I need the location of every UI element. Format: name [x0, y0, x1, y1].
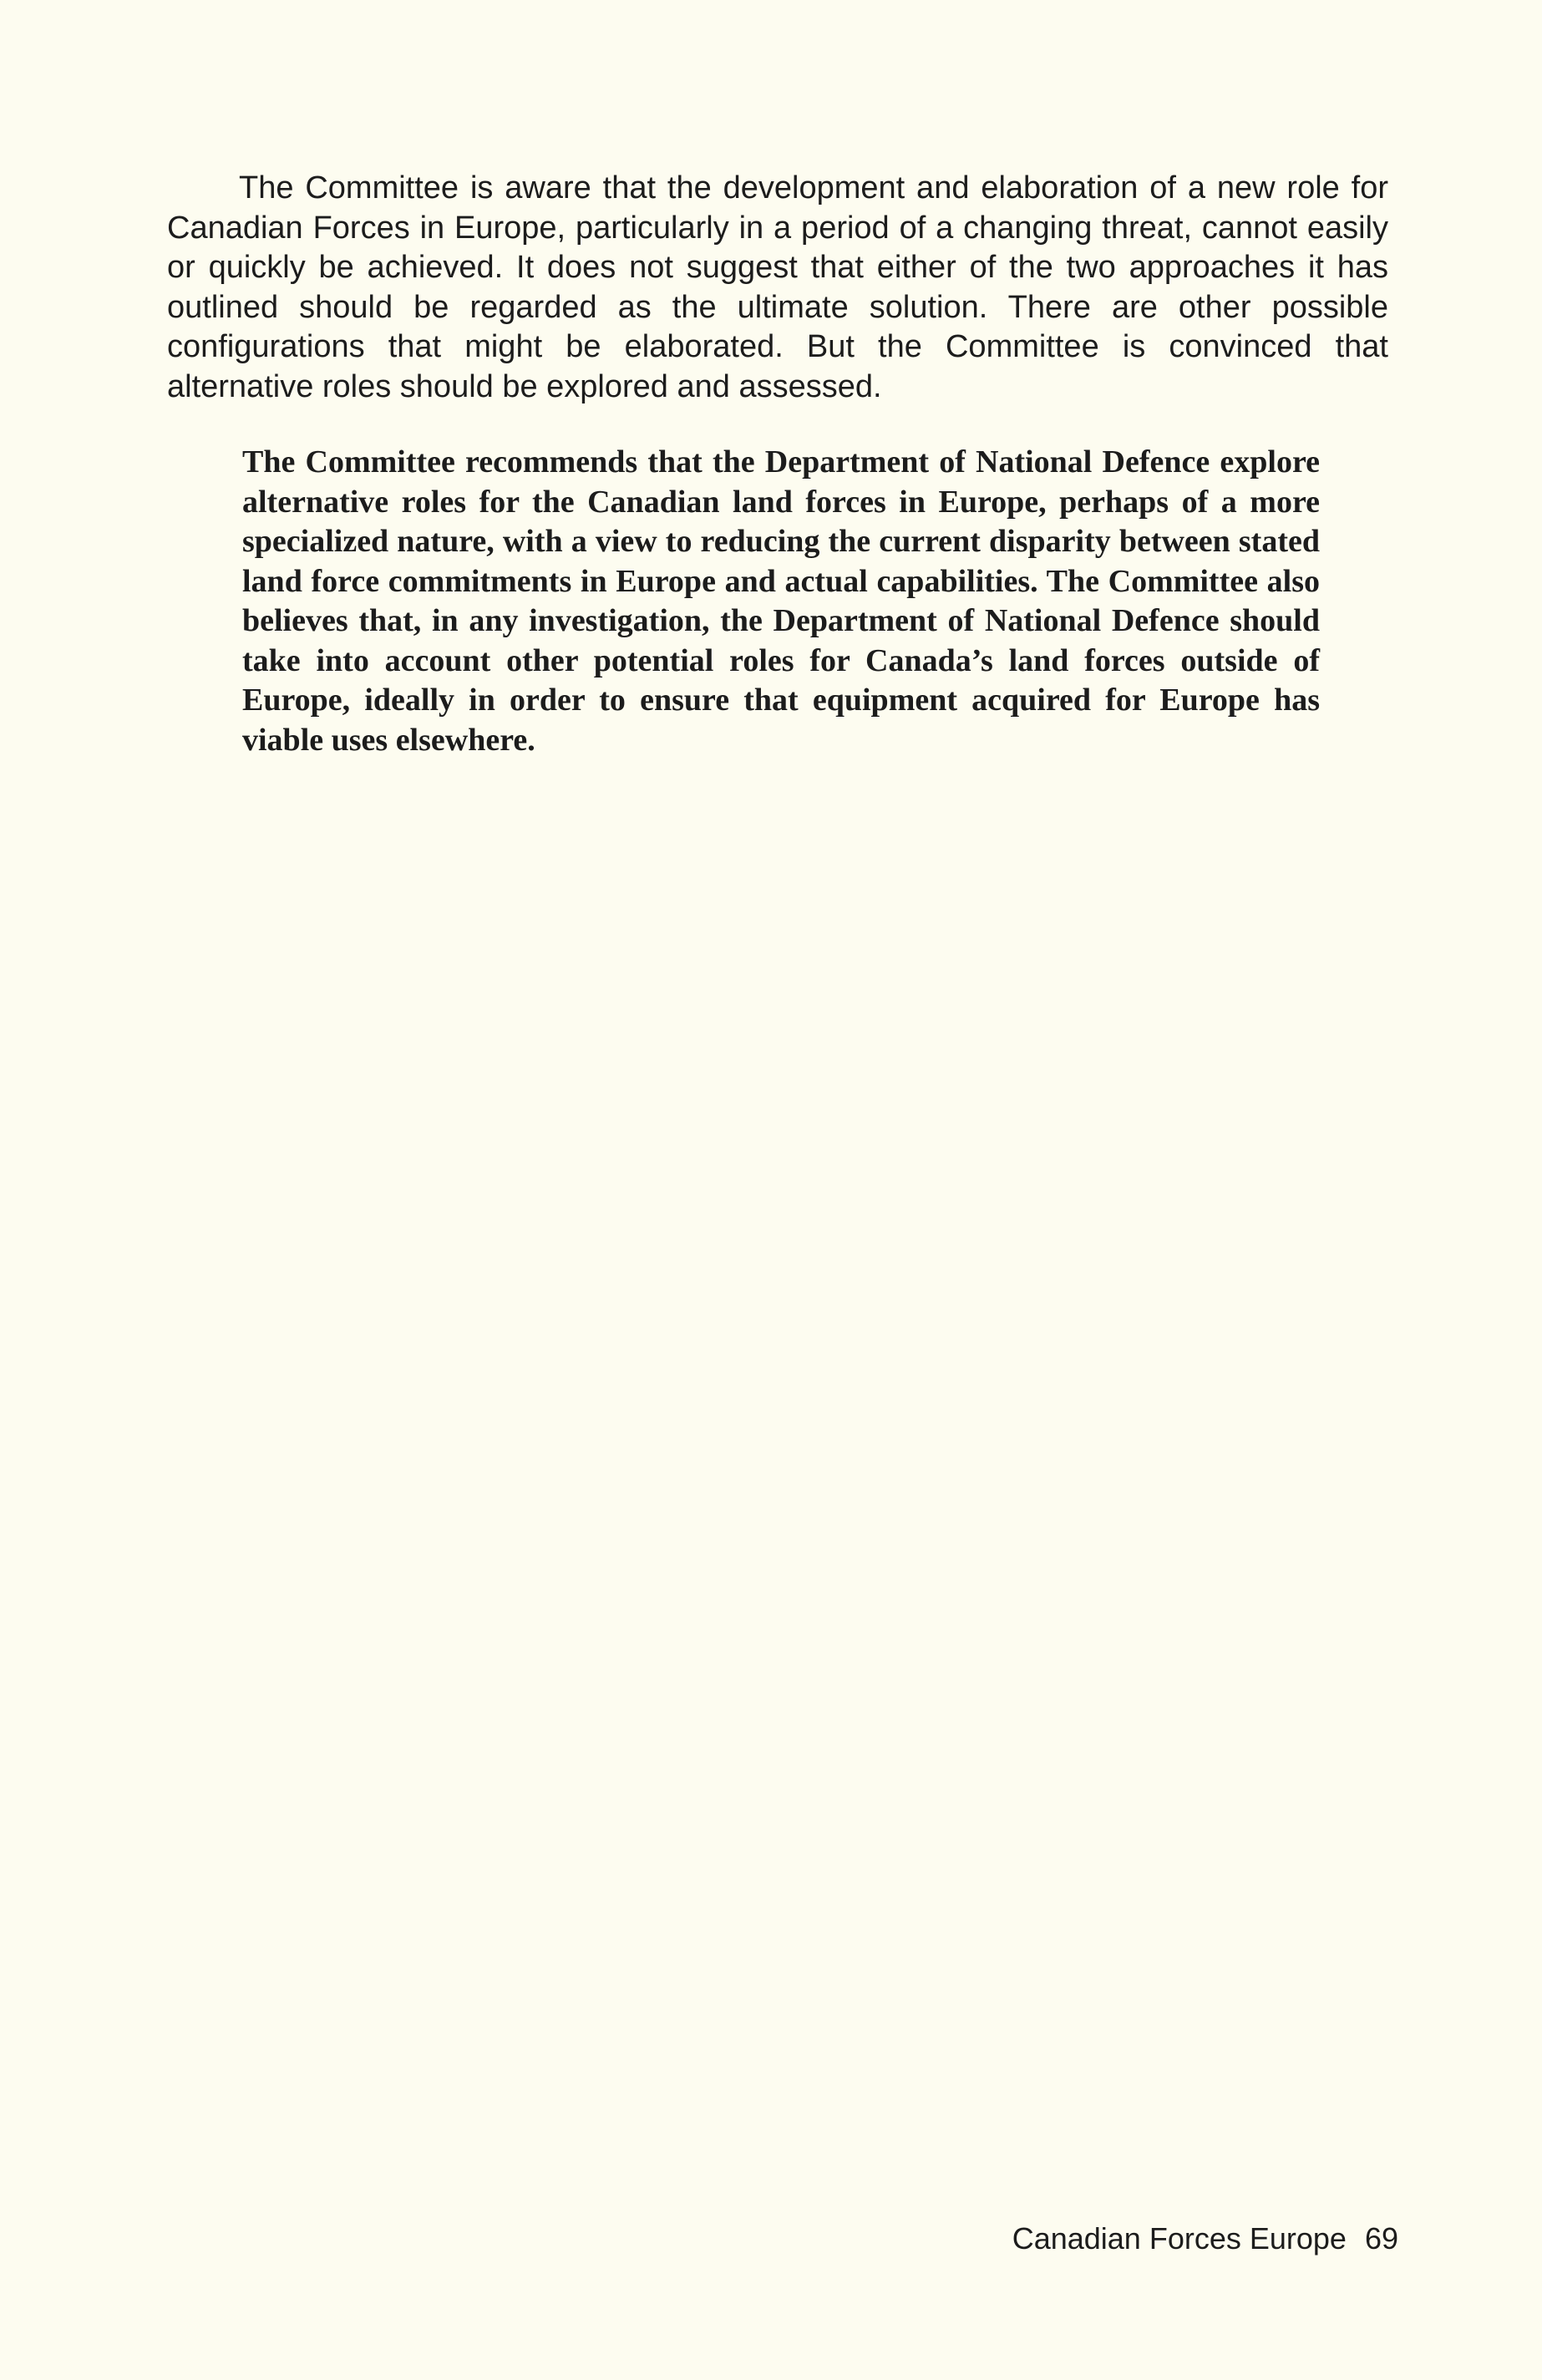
page-footer [919, 2220, 1398, 2257]
body-paragraph: The Committee is aware that the development and elaboration of a new role for Canadian Forces in Europe, particularly in a period of a changing threat, cannot easily or quickly be achieved. It does not suggest that either of the two approaches it has outlined should be regarded as the ultimate solution. There are other possible configurations that might be elaborated. But the Committee is convinced that alternative roles should be explored and assessed. [167, 170, 1388, 404]
running-title: Canadian Forces Europe [1012, 2221, 1347, 2256]
recommendation-paragraph: The Committee recommends that the Department of National Defence explore alternative roles for the Canadian land forces in Europe, perhaps of a more specialized nature, with a view to reducing the current disparity between stated land force commitments in Europe and actual capabilities. The Committee also believes that, in any investigation, the Department of National Defence should take into account other potential roles for Canada’s land forces outside of Europe, ideally in order to ensure that equipment acquired for Europe has viable uses elsewhere. [242, 444, 1320, 758]
page-number: 69 [1364, 2221, 1398, 2256]
